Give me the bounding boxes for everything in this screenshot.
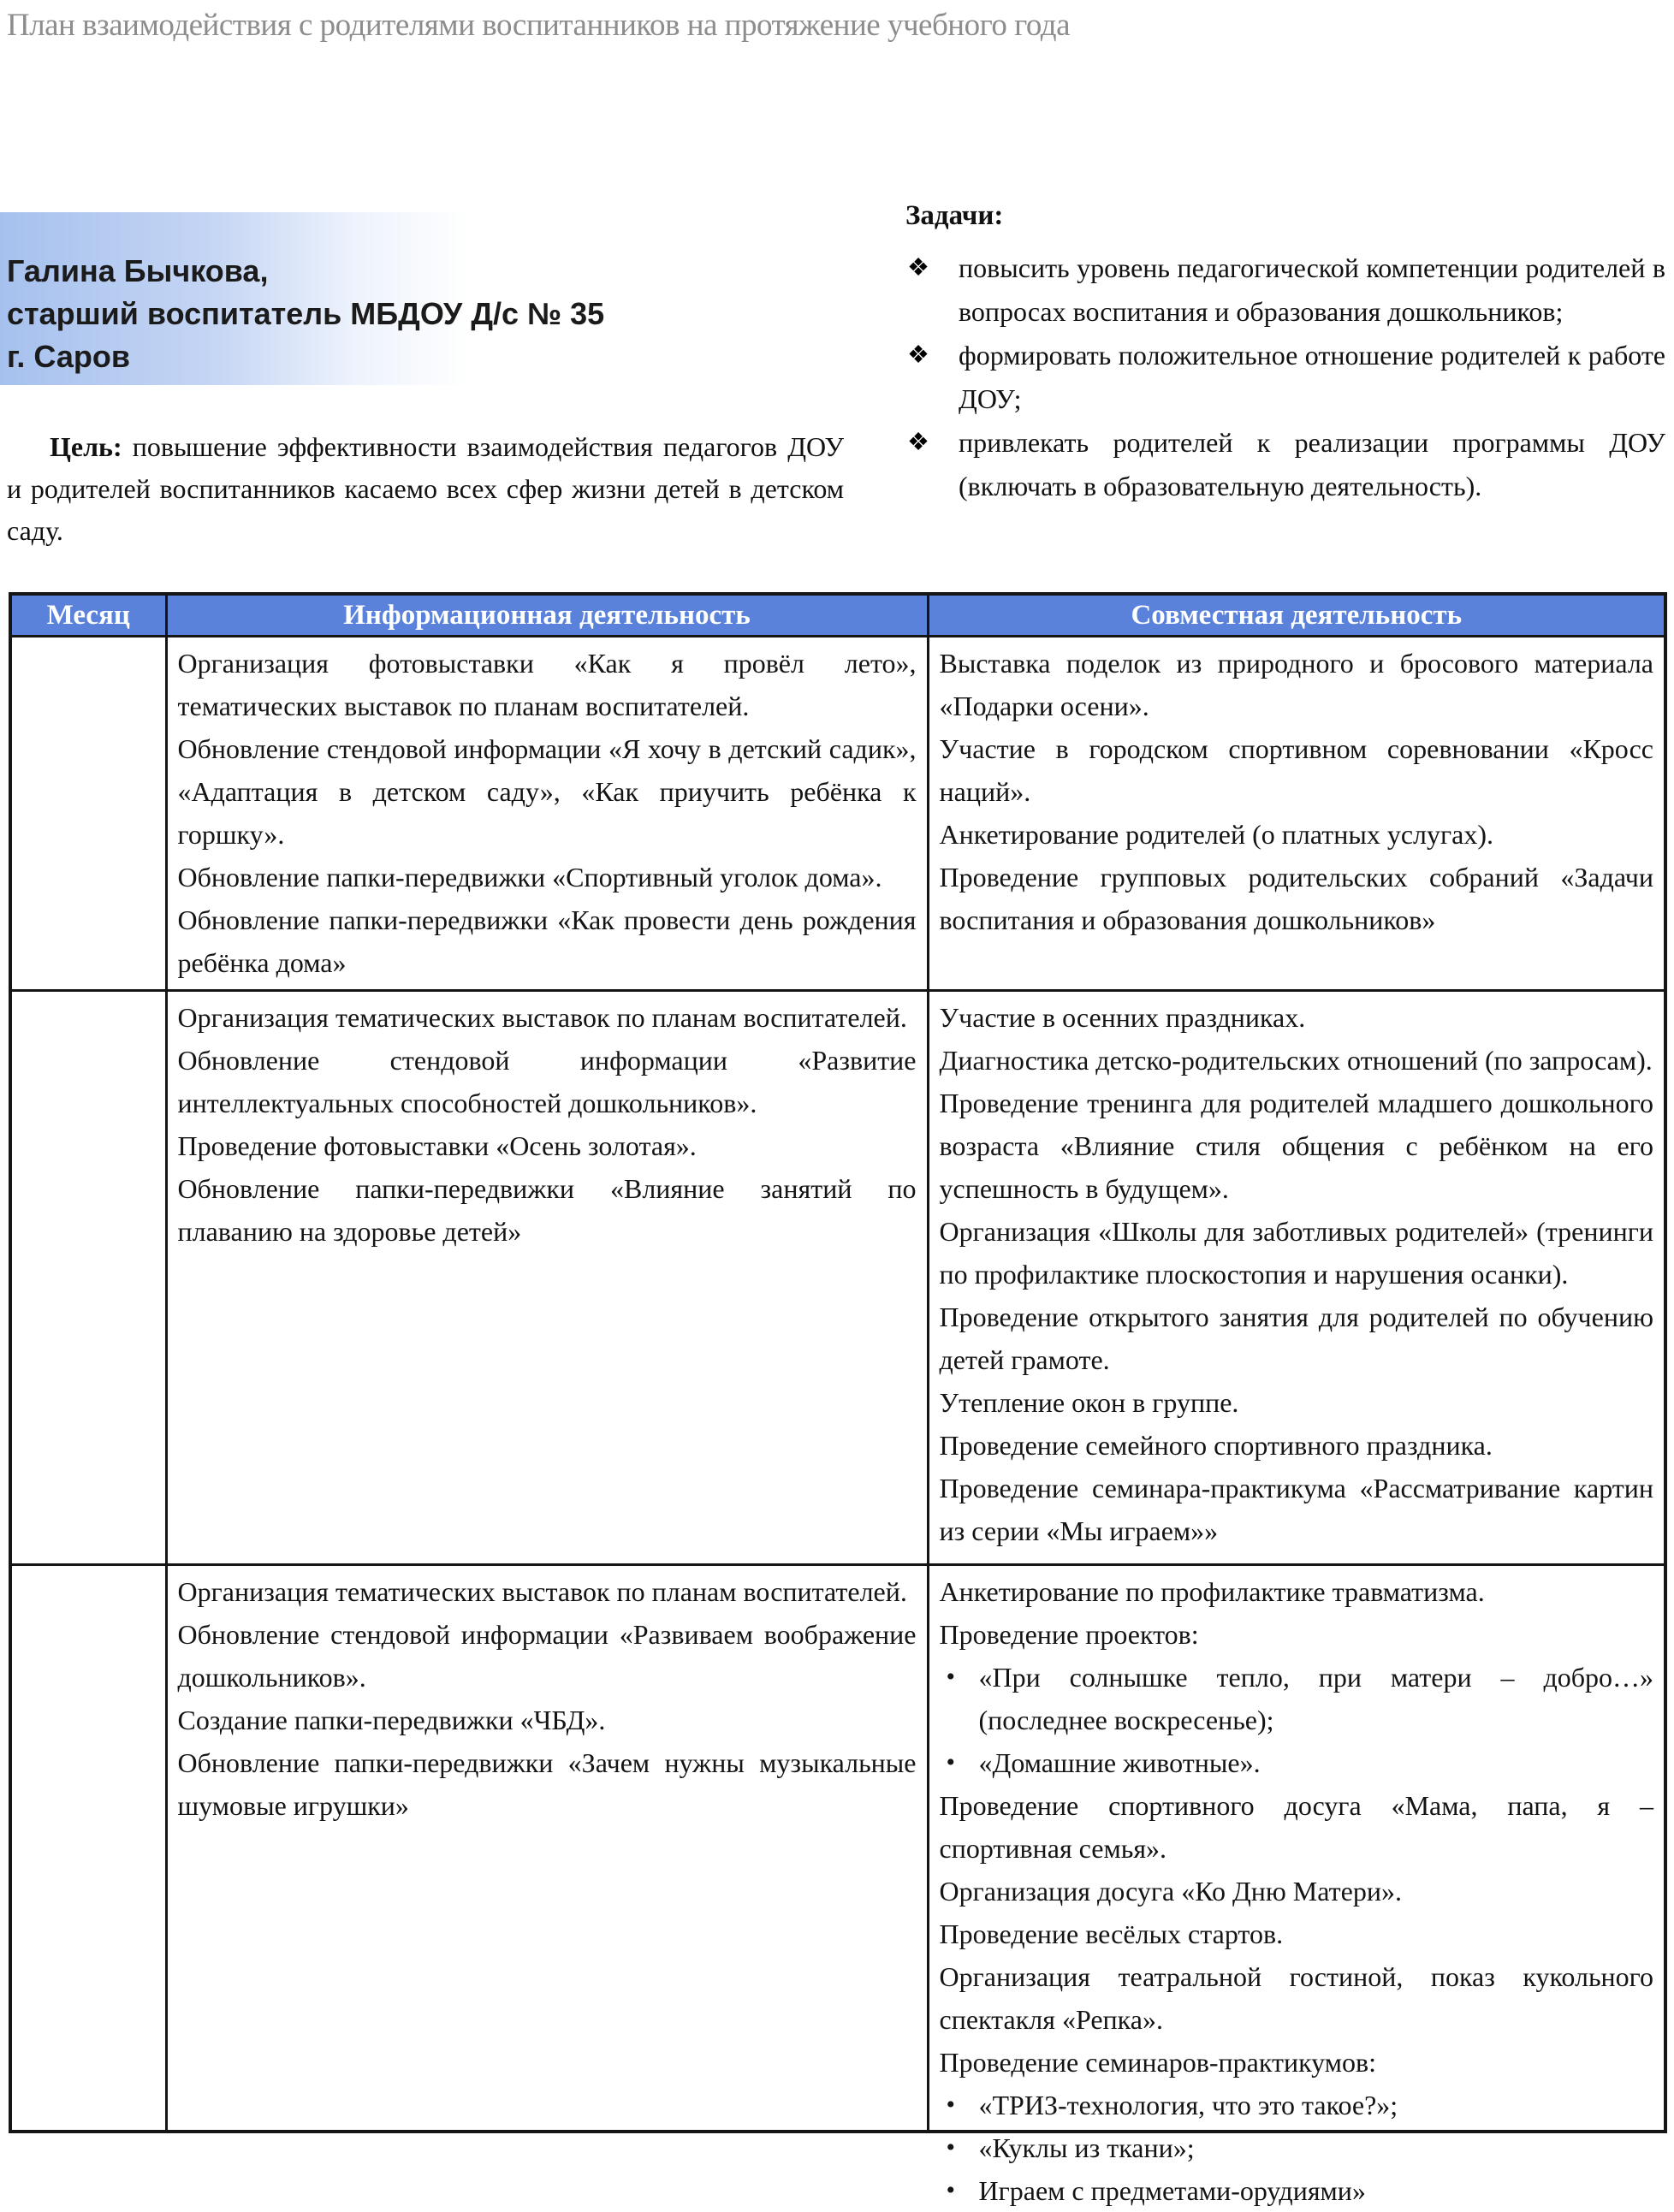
author-city: г. Саров (7, 339, 130, 374)
joint-activity-cell (928, 637, 1665, 991)
cell-text: Выставка поделок из природного и бросового материала «Подарки осени». (939, 648, 1653, 721)
page-title: План взаимодействия с родителями воспитанников на протяжение учебного года (7, 8, 1071, 43)
info-activity-cell-inner (178, 996, 917, 1559)
task-text: повысить уровень педагогической компетенции родителей в вопросах воспитания и образования дошкольников; (959, 252, 1665, 327)
cell-paragraph (940, 1296, 1654, 1381)
cell-paragraph (178, 996, 917, 1039)
cell-text: Организация тематических выставок по планам воспитателей. (177, 1002, 907, 1033)
joint-activity-cell (928, 991, 1665, 1565)
cell-text: Проведение семейного спортивного праздника. (939, 1430, 1493, 1461)
goal-text: повышение эффективности взаимодействия педагогов ДОУ и родителей воспитанников касаемо всех сфер жизни детей в детском саду. (7, 431, 844, 546)
cell-text: Играем с предметами-орудиями» (978, 2175, 1366, 2206)
cell-paragraph (178, 898, 917, 984)
table-row-3 (10, 1565, 1665, 2132)
cell-bullet-item (940, 2084, 1654, 2126)
cell-paragraph (178, 1039, 917, 1124)
cell-paragraph (940, 1210, 1654, 1296)
joint-activity-cell-inner (939, 1570, 1654, 2206)
cell-text: Проведение семинара-практикума «Рассматривание картин из серии «Мы играем»» (939, 1473, 1653, 1546)
cell-paragraph (178, 1167, 917, 1253)
cell-text: Обновление папки-передвижки «Как провести день рождения ребёнка дома» (177, 904, 917, 978)
cell-paragraph (940, 996, 1654, 1039)
cell-paragraph (940, 1613, 1654, 1656)
cell-paragraph (178, 1699, 917, 1741)
info-activity-cell-inner (178, 642, 917, 985)
cell-text: Организация досуга «Ко Дню Матери». (939, 1876, 1402, 1907)
cell-text: Диагностика детско-родительских отношений (по запросам). (939, 1045, 1653, 1076)
diamond-bullet-icon: ❖ (907, 254, 929, 282)
cell-paragraph (940, 727, 1654, 813)
info-activity-cell (166, 991, 928, 1565)
plan-table-body (10, 637, 1665, 2206)
month-cell (10, 1565, 166, 2132)
cell-text: Участие в осенних праздниках. (939, 1002, 1306, 1033)
cell-paragraph (178, 856, 917, 898)
cell-paragraph (178, 642, 917, 727)
info-activity-cell (166, 637, 928, 991)
cell-paragraph (178, 1613, 917, 1699)
cell-bullet-item (940, 1741, 1654, 1784)
dot-bullet-icon: • (946, 1748, 956, 1776)
cell-text: Анкетирование по профилактике травматизма. (939, 1576, 1485, 1607)
cell-text: Организация фотовыставки «Как я провёл лето», тематических выставок по планам воспитателей. (177, 648, 917, 721)
joint-activity-cell-inner (940, 642, 1654, 985)
cell-paragraph (940, 1784, 1654, 1870)
dot-bullet-icon: • (946, 2176, 956, 2204)
cell-paragraph (178, 1124, 917, 1167)
cell-paragraph (940, 1955, 1654, 2041)
cell-paragraph (940, 856, 1654, 941)
diamond-bullet-icon: ❖ (907, 341, 929, 369)
cell-text: «Домашние животные». (978, 1747, 1261, 1778)
cell-text: Обновление папки-передвижки «Влияние занятий по плаванию на здоровье детей» (177, 1173, 917, 1247)
cell-text: Участие в городском спортивном соревновании «Кросс наций». (939, 733, 1653, 807)
cell-paragraph (940, 1424, 1654, 1467)
joint-activity-cell-inner (940, 996, 1654, 1559)
dot-bullet-icon: • (946, 1663, 956, 1691)
cell-text: Организация «Школы для заботливых родителей» (тренинги по профилактике плоскостопия и нарушения осанки). (939, 1216, 1653, 1290)
cell-text: «Куклы из ткани»; (978, 2132, 1195, 2163)
cell-text: Проведение тренинга для родителей младшего дошкольного возраста «Влияние стиля общения с ребёнком на его успешность в будущем». (939, 1088, 1653, 1204)
dot-bullet-icon: • (946, 2133, 956, 2162)
cell-paragraph (940, 1039, 1654, 1082)
cell-bullet-item (940, 1656, 1654, 1741)
cell-paragraph (940, 1467, 1654, 1552)
cell-text: Проведение весёлых стартов. (939, 1918, 1284, 1949)
cell-text: Проведение фотовыставки «Осень золотая». (177, 1130, 697, 1161)
author-block (0, 212, 605, 385)
goal-paragraph (7, 426, 844, 552)
cell-bullet-item (940, 2169, 1654, 2212)
cell-text: Утепление окон в группе. (939, 1387, 1239, 1418)
cell-text: Обновление стендовой информации «Развиваем воображение дошкольников». (177, 1619, 917, 1693)
cell-text: Организация тематических выставок по планам воспитателей. (177, 1576, 907, 1607)
cell-text: Обновление папки-передвижки «Спортивный уголок дома». (177, 862, 882, 893)
header-info: Информационная деятельность (166, 594, 928, 637)
tasks-heading: Задачи: (905, 200, 1004, 231)
cell-paragraph (940, 1913, 1654, 1955)
cell-text: Проведение открытого занятия для родителей по обучению детей грамоте. (939, 1302, 1653, 1375)
dot-bullet-icon: • (946, 2090, 956, 2119)
header-month: Месяц (10, 594, 166, 637)
task-text: формировать положительное отношение родителей к работе ДОУ; (959, 340, 1665, 414)
cell-paragraph (940, 1870, 1654, 1913)
author-role: старший воспитатель МБДОУ Д/с № 35 (7, 296, 605, 331)
task-item (905, 246, 1665, 334)
cell-paragraph (178, 727, 917, 856)
cell-text: Проведение проектов: (939, 1619, 1199, 1650)
cell-text: Проведение семинаров-практикумов: (939, 2047, 1376, 2078)
goal-label: Цель: (50, 431, 122, 462)
cell-text: Создание папки-передвижки «ЧБД». (177, 1705, 606, 1735)
cell-text: Анкетирование родителей (о платных услугах). (939, 819, 1493, 850)
cell-paragraph (940, 1082, 1654, 1210)
cell-paragraph (178, 1741, 917, 1827)
cell-text: Организация театральной гостиной, показ кукольного спектакля «Репка». (939, 1961, 1653, 2035)
tasks-section (905, 199, 1665, 508)
cell-text: «При солнышке тепло, при матери – добро…» (последнее воскресенье); (978, 1662, 1653, 1735)
author-name: Галина Бычкова, (7, 253, 269, 288)
cell-text: Проведение групповых родительских собраний «Задачи воспитания и образования дошкольников» (939, 862, 1653, 935)
cell-paragraph (940, 2041, 1654, 2084)
cell-text: Проведение спортивного досуга «Мама, папа, я – спортивная семья». (939, 1790, 1653, 1864)
joint-activity-cell (928, 1565, 1665, 2206)
task-item (905, 421, 1665, 508)
cell-text: Обновление стендовой информации «Развитие интеллектуальных способностей дошкольников». (177, 1045, 917, 1118)
month-cell (10, 637, 166, 991)
diamond-bullet-icon: ❖ (907, 429, 929, 456)
cell-paragraph (940, 1381, 1654, 1424)
header-joint: Совместная деятельность (928, 594, 1665, 637)
info-activity-cell (166, 1565, 928, 2132)
table-header-row (10, 594, 1665, 637)
cell-paragraph (178, 1570, 917, 1613)
task-item (905, 334, 1665, 421)
cell-text: «ТРИЗ-технология, что это такое?»; (978, 2090, 1398, 2120)
cell-paragraph (940, 1570, 1654, 1613)
cell-paragraph (940, 813, 1654, 856)
cell-bullet-item (940, 2126, 1654, 2169)
table-row-2 (10, 991, 1665, 1565)
cell-paragraph (940, 642, 1654, 727)
info-activity-cell-inner (178, 1570, 917, 2126)
cell-text: Обновление стендовой информации «Я хочу в детский садик», «Адаптация в детском саду», «Как приучить ребёнка к горшку». (177, 733, 917, 850)
plan-table (9, 592, 1667, 2206)
month-cell (10, 991, 166, 1565)
tasks-list (905, 246, 1665, 508)
table-row-1 (10, 637, 1665, 991)
task-text: привлекать родителей к реализации программы ДОУ (включать в образовательную деятельность). (959, 427, 1665, 501)
cell-text: Обновление папки-передвижки «Зачем нужны музыкальные шумовые игрушки» (177, 1747, 917, 1821)
